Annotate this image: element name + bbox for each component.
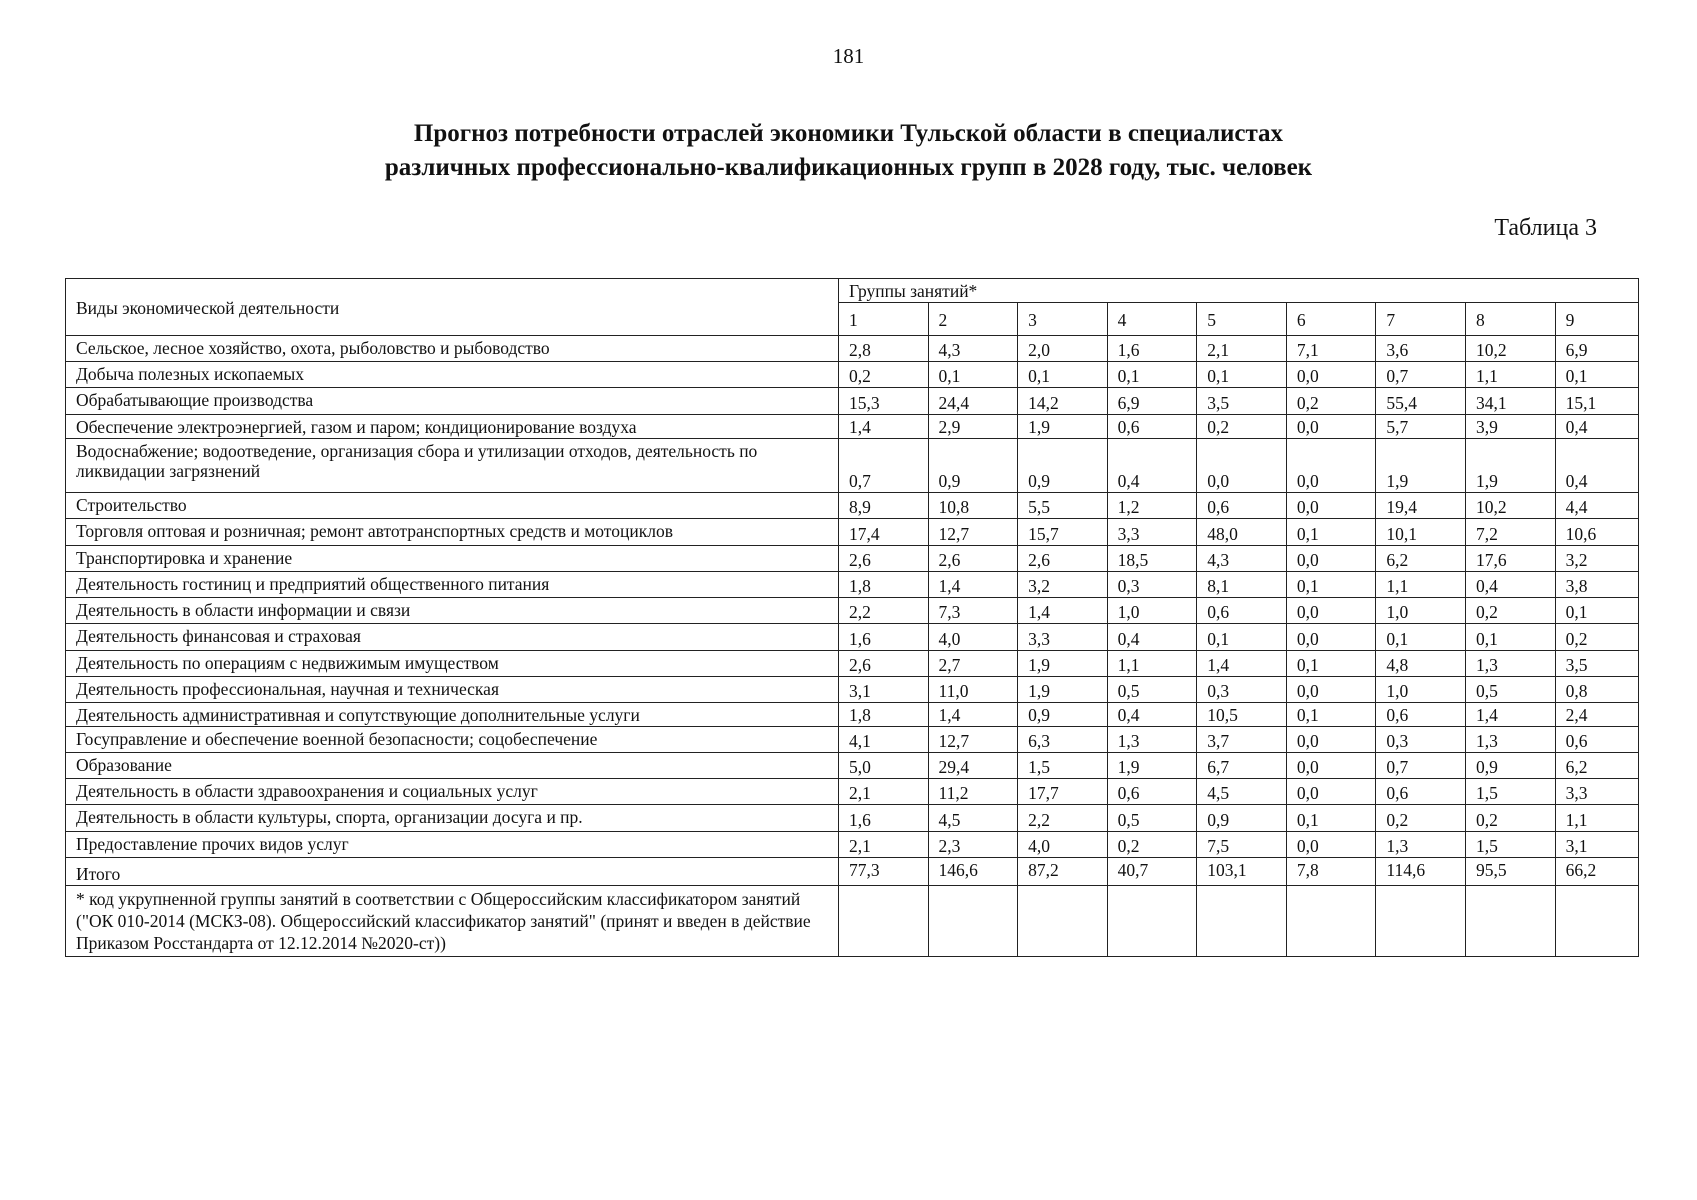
value-cell-group-2: 1,4 bbox=[928, 572, 1018, 598]
value-cell-group-2: 0,1 bbox=[928, 362, 1018, 388]
value-cell-group-8: 10,2 bbox=[1465, 493, 1555, 519]
total-value-group-9: 66,2 bbox=[1555, 858, 1638, 886]
value-cell-group-7: 6,2 bbox=[1376, 546, 1466, 572]
value-cell-group-3: 1,9 bbox=[1018, 651, 1108, 677]
value-cell-group-9: 15,1 bbox=[1555, 388, 1638, 415]
value-cell-group-3: 1,5 bbox=[1018, 753, 1108, 779]
value-cell-group-4: 0,2 bbox=[1107, 832, 1197, 858]
value-cell-group-7: 4,8 bbox=[1376, 651, 1466, 677]
value-cell-group-5: 0,6 bbox=[1197, 493, 1287, 519]
activity-name: Госуправление и обеспечение военной безопасности; соцобеспечение bbox=[66, 727, 839, 753]
total-row bbox=[66, 858, 1639, 886]
value-cell-group-6: 0,0 bbox=[1286, 415, 1376, 439]
value-cell-group-7: 10,1 bbox=[1376, 519, 1466, 546]
value-cell-group-6: 0,0 bbox=[1286, 493, 1376, 519]
value-cell-group-7: 3,6 bbox=[1376, 336, 1466, 362]
activity-name: Обеспечение электроэнергией, газом и паром; кондиционирование воздуха bbox=[66, 415, 839, 439]
empty-cell bbox=[928, 886, 1018, 957]
value-cell-group-7: 0,6 bbox=[1376, 703, 1466, 727]
value-cell-group-1: 1,8 bbox=[838, 703, 928, 727]
value-cell-group-4: 0,6 bbox=[1107, 415, 1197, 439]
value-cell-group-4: 0,4 bbox=[1107, 624, 1197, 651]
value-cell-group-4: 0,4 bbox=[1107, 703, 1197, 727]
value-cell-group-6: 0,1 bbox=[1286, 651, 1376, 677]
value-cell-group-3: 0,1 bbox=[1018, 362, 1108, 388]
empty-cell bbox=[1107, 886, 1197, 957]
table-row bbox=[66, 546, 1639, 572]
table-row bbox=[66, 336, 1639, 362]
value-cell-group-2: 12,7 bbox=[928, 727, 1018, 753]
value-cell-group-5: 0,3 bbox=[1197, 677, 1287, 703]
value-cell-group-7: 1,0 bbox=[1376, 598, 1466, 624]
value-cell-group-8: 0,2 bbox=[1465, 598, 1555, 624]
value-cell-group-1: 1,4 bbox=[838, 415, 928, 439]
value-cell-group-8: 1,3 bbox=[1465, 727, 1555, 753]
value-cell-group-3: 2,0 bbox=[1018, 336, 1108, 362]
value-cell-group-5: 0,0 bbox=[1197, 439, 1287, 493]
value-cell-group-2: 0,9 bbox=[928, 439, 1018, 493]
value-cell-group-1: 3,1 bbox=[838, 677, 928, 703]
value-cell-group-5: 0,1 bbox=[1197, 362, 1287, 388]
value-cell-group-3: 0,9 bbox=[1018, 439, 1108, 493]
activity-name: Деятельность в области культуры, спорта, организации досуга и пр. bbox=[66, 805, 839, 832]
total-label: Итого bbox=[66, 858, 839, 886]
value-cell-group-1: 2,1 bbox=[838, 832, 928, 858]
empty-cell bbox=[1286, 886, 1376, 957]
total-value-group-1: 77,3 bbox=[838, 858, 928, 886]
value-cell-group-7: 0,2 bbox=[1376, 805, 1466, 832]
value-cell-group-1: 5,0 bbox=[838, 753, 928, 779]
value-cell-group-3: 17,7 bbox=[1018, 779, 1108, 805]
value-cell-group-6: 0,1 bbox=[1286, 703, 1376, 727]
value-cell-group-1: 0,7 bbox=[838, 439, 928, 493]
value-cell-group-1: 2,6 bbox=[838, 651, 928, 677]
value-cell-group-7: 0,1 bbox=[1376, 624, 1466, 651]
total-value-group-8: 95,5 bbox=[1465, 858, 1555, 886]
table-row bbox=[66, 439, 1639, 493]
value-cell-group-5: 1,4 bbox=[1197, 651, 1287, 677]
value-cell-group-2: 2,6 bbox=[928, 546, 1018, 572]
value-cell-group-9: 0,4 bbox=[1555, 415, 1638, 439]
value-cell-group-8: 0,9 bbox=[1465, 753, 1555, 779]
activity-name: Деятельность финансовая и страховая bbox=[66, 624, 839, 651]
value-cell-group-7: 55,4 bbox=[1376, 388, 1466, 415]
activity-name: Деятельность по операциям с недвижимым имуществом bbox=[66, 651, 839, 677]
column-header-7: 7 bbox=[1376, 303, 1466, 336]
value-cell-group-8: 1,5 bbox=[1465, 779, 1555, 805]
footnote: * код укрупненной группы занятий в соответствии с Общероссийским классификатором занятий ("ОК 010-2014 (МСКЗ-08). Общероссийский классификатор занятий" (принят и введен в действие Приказом Росстандарта от 12.12.2014 №2020-ст)) bbox=[66, 886, 839, 957]
value-cell-group-4: 0,5 bbox=[1107, 805, 1197, 832]
value-cell-group-6: 0,2 bbox=[1286, 388, 1376, 415]
value-cell-group-6: 0,0 bbox=[1286, 439, 1376, 493]
activity-name: Добыча полезных ископаемых bbox=[66, 362, 839, 388]
value-cell-group-5: 0,9 bbox=[1197, 805, 1287, 832]
value-cell-group-5: 4,5 bbox=[1197, 779, 1287, 805]
empty-cell bbox=[1197, 886, 1287, 957]
value-cell-group-2: 10,8 bbox=[928, 493, 1018, 519]
table-row bbox=[66, 493, 1639, 519]
value-cell-group-6: 0,0 bbox=[1286, 677, 1376, 703]
page-number: 181 bbox=[832, 44, 865, 68]
value-cell-group-6: 0,1 bbox=[1286, 519, 1376, 546]
value-cell-group-9: 3,5 bbox=[1555, 651, 1638, 677]
value-cell-group-6: 0,0 bbox=[1286, 624, 1376, 651]
empty-cell bbox=[838, 886, 928, 957]
value-cell-group-1: 4,1 bbox=[838, 727, 928, 753]
table-row bbox=[66, 362, 1639, 388]
value-cell-group-2: 29,4 bbox=[928, 753, 1018, 779]
value-cell-group-1: 2,1 bbox=[838, 779, 928, 805]
value-cell-group-7: 1,3 bbox=[1376, 832, 1466, 858]
table-label: Таблица 3 bbox=[1494, 215, 1597, 241]
value-cell-group-6: 0,0 bbox=[1286, 546, 1376, 572]
column-header-1: 1 bbox=[838, 303, 928, 336]
value-cell-group-2: 4,0 bbox=[928, 624, 1018, 651]
value-cell-group-8: 3,9 bbox=[1465, 415, 1555, 439]
column-header-4: 4 bbox=[1107, 303, 1197, 336]
value-cell-group-2: 4,5 bbox=[928, 805, 1018, 832]
value-cell-group-9: 0,1 bbox=[1555, 362, 1638, 388]
footnote-row bbox=[66, 886, 1639, 957]
value-cell-group-4: 3,3 bbox=[1107, 519, 1197, 546]
value-cell-group-6: 0,0 bbox=[1286, 362, 1376, 388]
total-value-group-5: 103,1 bbox=[1197, 858, 1287, 886]
value-cell-group-3: 3,2 bbox=[1018, 572, 1108, 598]
value-cell-group-4: 0,6 bbox=[1107, 779, 1197, 805]
value-cell-group-2: 11,0 bbox=[928, 677, 1018, 703]
empty-cell bbox=[1376, 886, 1466, 957]
value-cell-group-4: 1,9 bbox=[1107, 753, 1197, 779]
value-cell-group-8: 17,6 bbox=[1465, 546, 1555, 572]
activity-name: Деятельность гостиниц и предприятий общественного питания bbox=[66, 572, 839, 598]
table-row bbox=[66, 779, 1639, 805]
value-cell-group-4: 1,6 bbox=[1107, 336, 1197, 362]
value-cell-group-2: 2,9 bbox=[928, 415, 1018, 439]
value-cell-group-4: 18,5 bbox=[1107, 546, 1197, 572]
table-row bbox=[66, 572, 1639, 598]
value-cell-group-2: 12,7 bbox=[928, 519, 1018, 546]
value-cell-group-9: 3,8 bbox=[1555, 572, 1638, 598]
value-cell-group-4: 1,1 bbox=[1107, 651, 1197, 677]
table-row bbox=[66, 651, 1639, 677]
value-cell-group-1: 0,2 bbox=[838, 362, 928, 388]
total-value-group-2: 146,6 bbox=[928, 858, 1018, 886]
activity-name: Деятельность профессиональная, научная и техническая bbox=[66, 677, 839, 703]
value-cell-group-1: 8,9 bbox=[838, 493, 928, 519]
value-cell-group-8: 0,4 bbox=[1465, 572, 1555, 598]
value-cell-group-7: 1,9 bbox=[1376, 439, 1466, 493]
column-header-6: 6 bbox=[1286, 303, 1376, 336]
table-row bbox=[66, 624, 1639, 651]
value-cell-group-1: 1,8 bbox=[838, 572, 928, 598]
table-row bbox=[66, 598, 1639, 624]
value-cell-group-9: 6,2 bbox=[1555, 753, 1638, 779]
table-body bbox=[66, 279, 1639, 957]
total-value-group-6: 7,8 bbox=[1286, 858, 1376, 886]
value-cell-group-6: 0,0 bbox=[1286, 598, 1376, 624]
value-cell-group-9: 3,2 bbox=[1555, 546, 1638, 572]
value-cell-group-5: 3,5 bbox=[1197, 388, 1287, 415]
activity-name: Деятельность административная и сопутствующие дополнительные услуги bbox=[66, 703, 839, 727]
table-row bbox=[66, 677, 1639, 703]
activity-name: Обрабатывающие производства bbox=[66, 388, 839, 415]
value-cell-group-5: 0,6 bbox=[1197, 598, 1287, 624]
value-cell-group-9: 6,9 bbox=[1555, 336, 1638, 362]
empty-cell bbox=[1465, 886, 1555, 957]
value-cell-group-1: 1,6 bbox=[838, 805, 928, 832]
table-row bbox=[66, 415, 1639, 439]
value-cell-group-4: 1,2 bbox=[1107, 493, 1197, 519]
value-cell-group-9: 0,8 bbox=[1555, 677, 1638, 703]
value-cell-group-4: 0,1 bbox=[1107, 362, 1197, 388]
value-cell-group-4: 1,0 bbox=[1107, 598, 1197, 624]
value-cell-group-7: 0,7 bbox=[1376, 362, 1466, 388]
empty-cell bbox=[1555, 886, 1638, 957]
value-cell-group-5: 2,1 bbox=[1197, 336, 1287, 362]
value-cell-group-9: 0,1 bbox=[1555, 598, 1638, 624]
value-cell-group-3: 2,6 bbox=[1018, 546, 1108, 572]
value-cell-group-7: 1,1 bbox=[1376, 572, 1466, 598]
activity-name: Водоснабжение; водоотведение, организация сбора и утилизации отходов, деятельность по ликвидации загрязнений bbox=[66, 439, 839, 493]
activity-name: Предоставление прочих видов услуг bbox=[66, 832, 839, 858]
value-cell-group-3: 1,9 bbox=[1018, 415, 1108, 439]
table-row bbox=[66, 519, 1639, 546]
value-cell-group-4: 6,9 bbox=[1107, 388, 1197, 415]
value-cell-group-9: 0,2 bbox=[1555, 624, 1638, 651]
value-cell-group-2: 11,2 bbox=[928, 779, 1018, 805]
value-cell-group-5: 4,3 bbox=[1197, 546, 1287, 572]
value-cell-group-9: 3,3 bbox=[1555, 779, 1638, 805]
value-cell-group-1: 17,4 bbox=[838, 519, 928, 546]
column-header-8: 8 bbox=[1465, 303, 1555, 336]
header-groups: Группы занятий* bbox=[838, 279, 1638, 303]
value-cell-group-3: 3,3 bbox=[1018, 624, 1108, 651]
header-activity: Виды экономической деятельности bbox=[66, 279, 839, 336]
activity-name: Торговля оптовая и розничная; ремонт автотранспортных средств и мотоциклов bbox=[66, 519, 839, 546]
value-cell-group-8: 7,2 bbox=[1465, 519, 1555, 546]
value-cell-group-2: 7,3 bbox=[928, 598, 1018, 624]
value-cell-group-5: 8,1 bbox=[1197, 572, 1287, 598]
value-cell-group-8: 10,2 bbox=[1465, 336, 1555, 362]
title-line-1: Прогноз потребности отраслей экономики Тульской области в специалистах bbox=[413, 120, 1284, 147]
value-cell-group-7: 19,4 bbox=[1376, 493, 1466, 519]
activity-name: Деятельность в области здравоохранения и социальных услуг bbox=[66, 779, 839, 805]
total-value-group-7: 114,6 bbox=[1376, 858, 1466, 886]
value-cell-group-7: 0,3 bbox=[1376, 727, 1466, 753]
value-cell-group-5: 7,5 bbox=[1197, 832, 1287, 858]
value-cell-group-2: 24,4 bbox=[928, 388, 1018, 415]
value-cell-group-9: 2,4 bbox=[1555, 703, 1638, 727]
total-value-group-3: 87,2 bbox=[1018, 858, 1108, 886]
value-cell-group-4: 1,3 bbox=[1107, 727, 1197, 753]
value-cell-group-1: 2,8 bbox=[838, 336, 928, 362]
value-cell-group-9: 3,1 bbox=[1555, 832, 1638, 858]
value-cell-group-6: 0,0 bbox=[1286, 779, 1376, 805]
activity-name: Деятельность в области информации и связи bbox=[66, 598, 839, 624]
forecast-table bbox=[65, 278, 1639, 957]
value-cell-group-8: 1,5 bbox=[1465, 832, 1555, 858]
value-cell-group-8: 1,1 bbox=[1465, 362, 1555, 388]
value-cell-group-8: 1,3 bbox=[1465, 651, 1555, 677]
title-line-2: различных профессионально-квалификационных групп в 2028 году, тыс. человек bbox=[384, 154, 1313, 181]
header-row bbox=[66, 279, 1639, 303]
value-cell-group-8: 0,2 bbox=[1465, 805, 1555, 832]
value-cell-group-7: 1,0 bbox=[1376, 677, 1466, 703]
value-cell-group-2: 1,4 bbox=[928, 703, 1018, 727]
value-cell-group-8: 1,4 bbox=[1465, 703, 1555, 727]
activity-name: Сельское, лесное хозяйство, охота, рыболовство и рыбоводство bbox=[66, 336, 839, 362]
value-cell-group-7: 0,7 bbox=[1376, 753, 1466, 779]
total-value-group-4: 40,7 bbox=[1107, 858, 1197, 886]
table-row bbox=[66, 753, 1639, 779]
table-row bbox=[66, 388, 1639, 415]
value-cell-group-5: 3,7 bbox=[1197, 727, 1287, 753]
value-cell-group-3: 5,5 bbox=[1018, 493, 1108, 519]
value-cell-group-5: 48,0 bbox=[1197, 519, 1287, 546]
value-cell-group-3: 4,0 bbox=[1018, 832, 1108, 858]
activity-name: Образование bbox=[66, 753, 839, 779]
value-cell-group-1: 2,6 bbox=[838, 546, 928, 572]
column-header-3: 3 bbox=[1018, 303, 1108, 336]
value-cell-group-1: 15,3 bbox=[838, 388, 928, 415]
value-cell-group-3: 14,2 bbox=[1018, 388, 1108, 415]
value-cell-group-5: 0,1 bbox=[1197, 624, 1287, 651]
value-cell-group-5: 0,2 bbox=[1197, 415, 1287, 439]
value-cell-group-3: 2,2 bbox=[1018, 805, 1108, 832]
value-cell-group-9: 10,6 bbox=[1555, 519, 1638, 546]
column-header-2: 2 bbox=[928, 303, 1018, 336]
value-cell-group-9: 1,1 bbox=[1555, 805, 1638, 832]
column-header-9: 9 bbox=[1555, 303, 1638, 336]
value-cell-group-6: 0,1 bbox=[1286, 572, 1376, 598]
table-row bbox=[66, 805, 1639, 832]
value-cell-group-3: 6,3 bbox=[1018, 727, 1108, 753]
value-cell-group-6: 0,0 bbox=[1286, 753, 1376, 779]
value-cell-group-2: 2,3 bbox=[928, 832, 1018, 858]
value-cell-group-5: 6,7 bbox=[1197, 753, 1287, 779]
value-cell-group-9: 0,6 bbox=[1555, 727, 1638, 753]
value-cell-group-8: 0,1 bbox=[1465, 624, 1555, 651]
activity-name: Транспортировка и хранение bbox=[66, 546, 839, 572]
value-cell-group-6: 7,1 bbox=[1286, 336, 1376, 362]
value-cell-group-8: 34,1 bbox=[1465, 388, 1555, 415]
table-row bbox=[66, 727, 1639, 753]
activity-name: Строительство bbox=[66, 493, 839, 519]
table-row bbox=[66, 832, 1639, 858]
value-cell-group-6: 0,0 bbox=[1286, 832, 1376, 858]
value-cell-group-2: 2,7 bbox=[928, 651, 1018, 677]
value-cell-group-8: 0,5 bbox=[1465, 677, 1555, 703]
value-cell-group-5: 10,5 bbox=[1197, 703, 1287, 727]
value-cell-group-3: 1,9 bbox=[1018, 677, 1108, 703]
value-cell-group-7: 5,7 bbox=[1376, 415, 1466, 439]
value-cell-group-9: 4,4 bbox=[1555, 493, 1638, 519]
value-cell-group-7: 0,6 bbox=[1376, 779, 1466, 805]
value-cell-group-2: 4,3 bbox=[928, 336, 1018, 362]
value-cell-group-9: 0,4 bbox=[1555, 439, 1638, 493]
value-cell-group-3: 0,9 bbox=[1018, 703, 1108, 727]
empty-cell bbox=[1018, 886, 1108, 957]
column-header-5: 5 bbox=[1197, 303, 1287, 336]
value-cell-group-1: 2,2 bbox=[838, 598, 928, 624]
value-cell-group-4: 0,3 bbox=[1107, 572, 1197, 598]
value-cell-group-1: 1,6 bbox=[838, 624, 928, 651]
value-cell-group-4: 0,4 bbox=[1107, 439, 1197, 493]
document-title bbox=[0, 117, 1697, 185]
value-cell-group-8: 1,9 bbox=[1465, 439, 1555, 493]
value-cell-group-3: 1,4 bbox=[1018, 598, 1108, 624]
value-cell-group-6: 0,1 bbox=[1286, 805, 1376, 832]
value-cell-group-3: 15,7 bbox=[1018, 519, 1108, 546]
table-row bbox=[66, 703, 1639, 727]
value-cell-group-4: 0,5 bbox=[1107, 677, 1197, 703]
value-cell-group-6: 0,0 bbox=[1286, 727, 1376, 753]
